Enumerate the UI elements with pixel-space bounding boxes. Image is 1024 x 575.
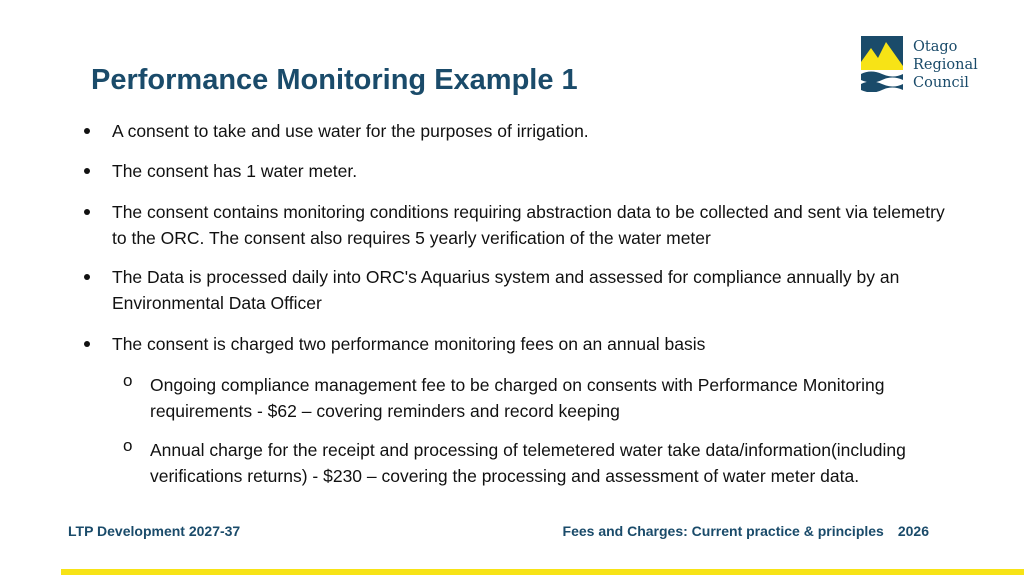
sub-bullet-marker: o [123,436,133,455]
orc-logo [861,36,991,96]
bullet-item: A consent to take and use water for the purposes of irrigation. [112,121,589,141]
bullet-marker [84,274,90,280]
bullet-item: The consent has 1 water meter. [112,161,358,181]
footer-left-text: LTP Development 2027-37 [68,523,241,539]
bullet-marker [84,341,90,347]
accent-bar [61,569,1024,575]
sub-bullet-item: Annual charge for the receipt and processing of telemetered water take data/information(including verifications returns) - $230 – covering the processing and assessment of water meter data. [150,440,906,486]
footer-year: 2026 [897,523,929,539]
logo-text-line-1: Otago [913,39,958,55]
bullet-marker [84,209,90,215]
bullet-item: The consent contains monitoring conditions requiring abstraction data to be collected and sent via telemetry to the ORC. The consent also requires 5 yearly verification of the water meter [112,202,945,248]
sub-bullet-item: Ongoing compliance management fee to be charged on consents with Performance Monitoring requirements - $62 – covering reminders and record keeping [150,375,885,421]
bullet-marker [84,168,90,174]
slide-title: Performance Monitoring Example 1 [91,64,578,96]
bullet-item: The consent is charged two performance monitoring fees on an annual basis [112,334,706,354]
sub-bullet-marker: o [123,371,133,390]
mountain-wave-icon [861,36,903,92]
footer-topic-text: Fees and Charges: Current practice & principles [562,523,884,539]
bullet-marker [84,128,90,134]
logo-text-line-2: Regional [913,57,978,73]
logo-text-line-3: Council [913,75,969,91]
footer-right [563,523,929,539]
bullet-item: The Data is processed daily into ORC's Aquarius system and assessed for compliance annually by an Environmental Data Officer [112,267,900,313]
